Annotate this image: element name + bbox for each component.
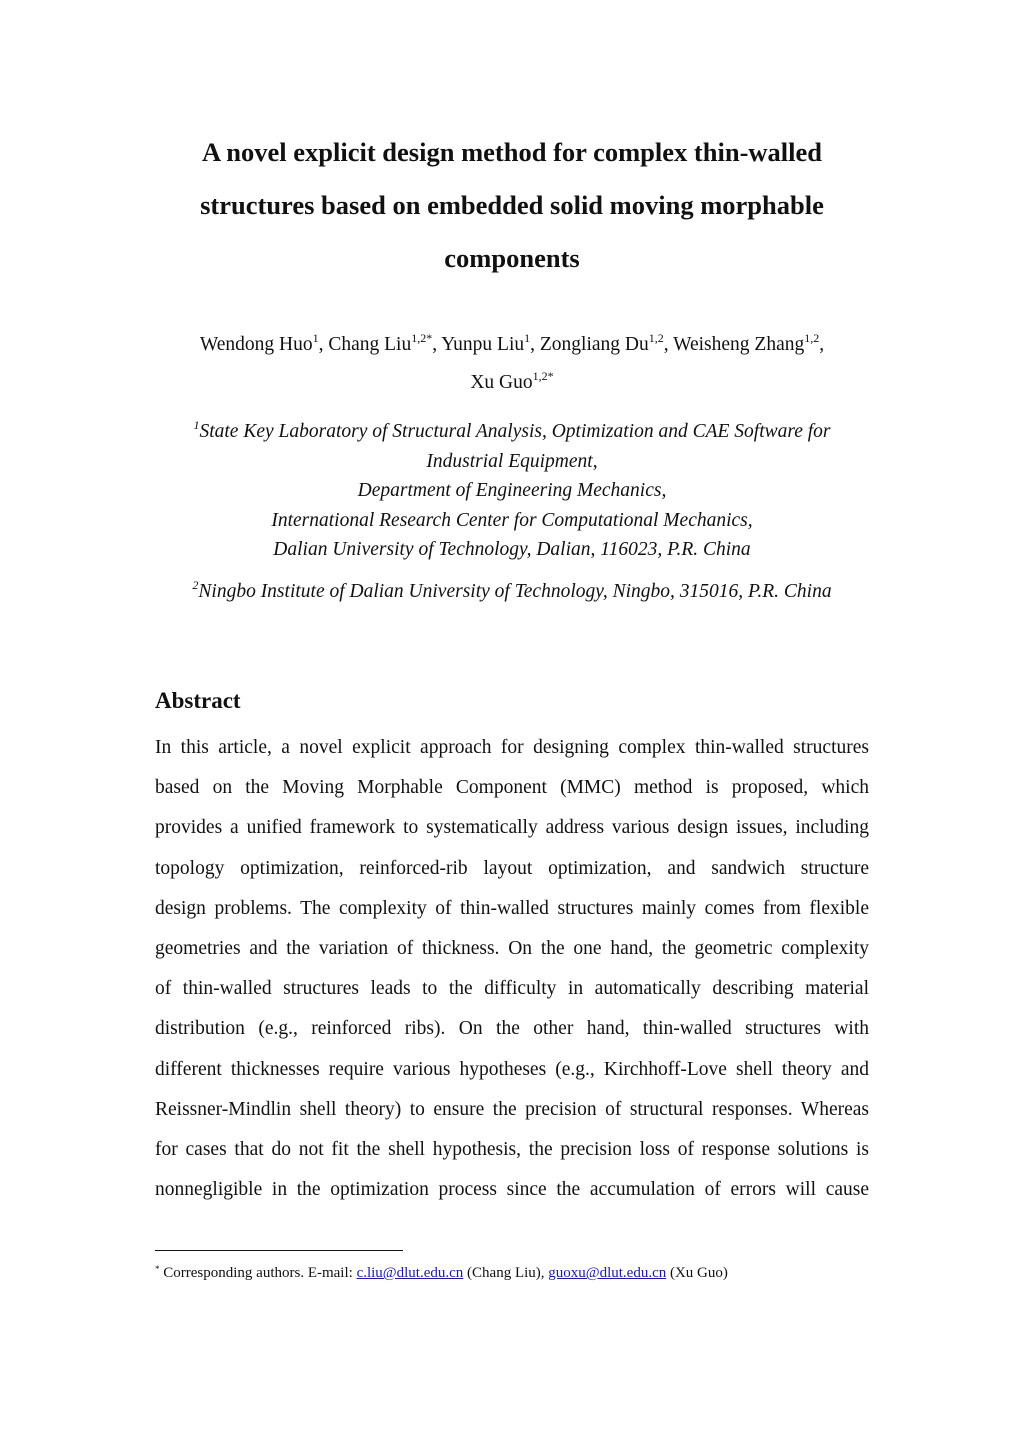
author-affiliation-mark: 1 bbox=[524, 331, 531, 345]
footnote-marker: * bbox=[155, 1264, 160, 1274]
author-affiliation-mark: 1,2* bbox=[532, 369, 554, 383]
abstract-line: In this article, a novel explicit approach for designing complex thin-walled structures bbox=[155, 737, 869, 758]
affiliation-line: International Research Center for Computational Mechanics, bbox=[271, 509, 753, 531]
author-name: Xu Guo bbox=[470, 372, 533, 393]
affiliation-line: Dalian University of Technology, Dalian, 116023, P.R. China bbox=[273, 539, 751, 560]
title-line: A novel explicit design method for complex thin-walled bbox=[201, 137, 823, 167]
affiliation-1 bbox=[130, 417, 894, 565]
author-affiliation-mark: 1,2 bbox=[648, 331, 664, 345]
abstract-line: for cases that do not fit the shell hypothesis, the precision loss of response solutions is bbox=[155, 1139, 869, 1161]
author-affiliation-mark: 1,2* bbox=[411, 331, 433, 345]
abstract-line: geometries and the variation of thickness. On the one hand, the geometric complexity bbox=[155, 938, 869, 960]
author-name: Chang Liu bbox=[328, 334, 412, 355]
footnote-text: (Xu Guo) bbox=[666, 1265, 728, 1281]
author-line bbox=[130, 364, 894, 402]
affiliation-mark: 1 bbox=[193, 418, 200, 432]
abstract-line: distribution (e.g., reinforced ribs). On the other hand, thin-walled structures with bbox=[155, 1018, 869, 1040]
footnote bbox=[155, 1263, 875, 1283]
abstract-line: design problems. The complexity of thin-walled structures mainly comes from flexible bbox=[155, 897, 869, 919]
affiliation-line: $^2$Ningbo Institute of Dalian University of Technology, Ningbo, 315016, P.R. China bbox=[192, 578, 832, 602]
footnote-separator bbox=[155, 1250, 403, 1251]
author-list bbox=[130, 326, 894, 402]
email-link-chang-liu[interactable]: c.liu@dlut.edu.cn bbox=[356, 1265, 464, 1281]
abstract-body bbox=[155, 728, 869, 1210]
author-name: Yunpu Liu bbox=[441, 334, 525, 355]
author-name: Zongliang Du bbox=[539, 334, 649, 355]
abstract-line: nonnegligible in the optimization process since the accumulation of errors will cause bbox=[155, 1179, 869, 1201]
author-line: Wendong Huo$^1$, Chang Liu$^{1,2*}$, Yunpu Liu$^1$, Zongliang Du$^{1,2}$, Weisheng Zhang$^{1,2}$, bbox=[199, 331, 825, 355]
author-name: Wendong Huo bbox=[199, 334, 313, 355]
affiliation-line: Industrial Equipment, bbox=[426, 450, 598, 472]
abstract-line: based on the Moving Morphable Component (MMC) method is proposed, which bbox=[155, 777, 869, 799]
affiliation-mark: 2 bbox=[192, 578, 199, 592]
abstract-line: Reissner-Mindlin shell theory) to ensure the precision of structural responses. Whereas bbox=[155, 1098, 869, 1120]
abstract-line: topology optimization, reinforced-rib layout optimization, and sandwich structure bbox=[155, 857, 869, 879]
abstract-line: provides a unified framework to systematically address various design issues, including bbox=[155, 817, 869, 839]
abstract-line: of thin-walled structures leads to the difficulty in automatically describing material bbox=[155, 978, 869, 1000]
affiliation-line: $^1$State Key Laboratory of Structural Analysis, Optimization and CAE Software for bbox=[193, 418, 831, 442]
author-affiliation-mark: 1,2 bbox=[804, 331, 820, 345]
email-link-xu-guo[interactable]: guoxu@dlut.edu.cn bbox=[548, 1265, 667, 1281]
title-line: structures based on embedded solid moving morphable bbox=[200, 190, 824, 220]
abstract-line: different thicknesses require various hypotheses (e.g., Kirchhoff-Love shell theory and bbox=[155, 1058, 869, 1080]
abstract-heading: Abstract bbox=[155, 688, 241, 713]
author-affiliation-mark: 1 bbox=[312, 331, 319, 345]
paper-title bbox=[150, 126, 874, 285]
footnote-text: Corresponding authors. E-mail: bbox=[159, 1265, 357, 1281]
footnote-text: (Chang Liu), bbox=[463, 1265, 549, 1281]
affiliation-2 bbox=[130, 577, 894, 607]
title-line: components bbox=[444, 243, 580, 273]
affiliation-line: Department of Engineering Mechanics, bbox=[357, 480, 667, 501]
author-name: Weisheng Zhang bbox=[673, 334, 805, 355]
